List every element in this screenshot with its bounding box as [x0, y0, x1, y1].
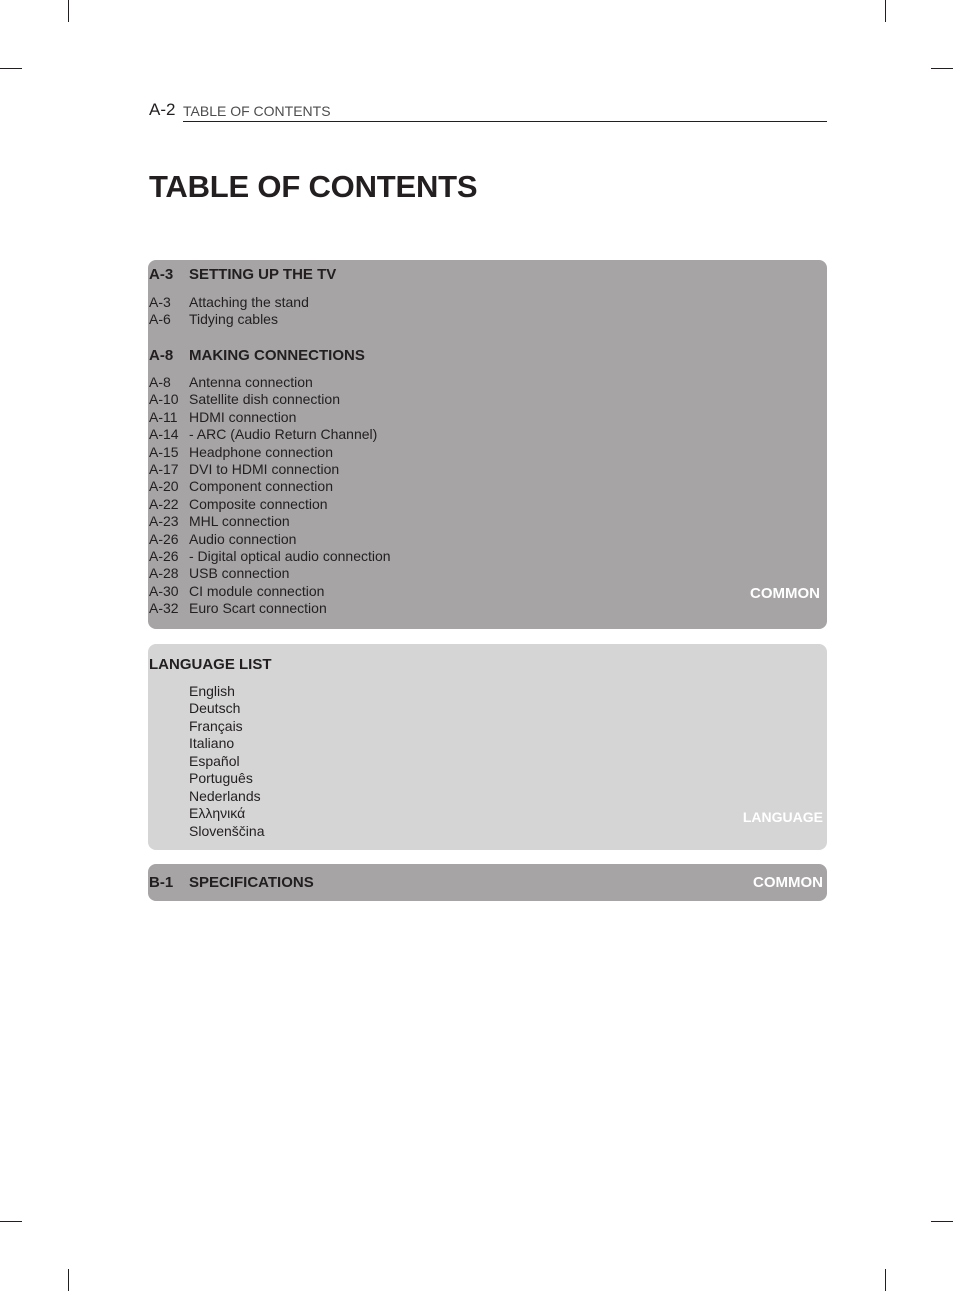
toc-entry-text: Audio connection — [189, 530, 297, 547]
toc-entry[interactable] — [149, 565, 549, 582]
section-page-number: A-8 — [149, 347, 174, 364]
toc-entry-page: A-26 — [149, 547, 179, 564]
common-tab-label: COMMON — [750, 585, 820, 602]
toc-entry-page: A-3 — [149, 294, 171, 310]
section-title: MAKING CONNECTIONS — [189, 347, 365, 364]
toc-entry-text: Composite connection — [189, 495, 328, 512]
toc-entry[interactable] — [149, 583, 549, 600]
toc-entry[interactable] — [149, 409, 549, 426]
section-title: LANGUAGE LIST — [149, 656, 272, 673]
toc-entry-page: A-14 — [149, 426, 179, 443]
toc-entry-text: Headphone connection — [189, 443, 334, 460]
toc-entry-page: A-32 — [149, 600, 179, 617]
specifications-section-panel — [148, 864, 827, 901]
toc-entry-text: Attaching the stand — [189, 294, 309, 310]
language-item[interactable]: Nederlands — [189, 787, 261, 804]
toc-entry[interactable] — [149, 294, 549, 311]
toc-entry-page: A-30 — [149, 582, 179, 599]
toc-entry[interactable] — [149, 496, 549, 513]
section-heading-language-list[interactable] — [149, 656, 449, 674]
toc-entry-text: - ARC (Audio Return Channel) — [189, 426, 378, 443]
toc-entry-page: A-6 — [149, 311, 171, 328]
crop-mark — [68, 0, 69, 22]
section-heading-making-connections[interactable] — [149, 347, 449, 365]
language-item[interactable]: Slovenščina — [189, 822, 265, 839]
toc-entry[interactable] — [149, 426, 549, 443]
language-section-panel — [148, 644, 827, 850]
toc-entry-page: A-28 — [149, 565, 179, 582]
language-item[interactable]: Português — [189, 770, 253, 787]
toc-entry-text: Satellite dish connection — [189, 391, 340, 408]
toc-entry-page: A-17 — [149, 460, 179, 477]
toc-entry-text: Tidying cables — [189, 311, 278, 328]
section-heading-specifications[interactable] — [149, 874, 449, 892]
section-page-number: A-3 — [149, 266, 174, 283]
crop-mark — [931, 1221, 953, 1222]
crop-mark — [931, 68, 953, 69]
page-title: TABLE OF CONTENTS — [149, 169, 478, 204]
running-header — [149, 100, 827, 122]
section-page-number: B-1 — [149, 874, 174, 891]
toc-entry-page: A-8 — [149, 374, 171, 390]
language-item[interactable]: Italiano — [189, 735, 235, 752]
crop-mark — [0, 1221, 22, 1222]
toc-entry-text: - Digital optical audio connection — [189, 547, 391, 564]
toc-entry-page: A-23 — [149, 513, 179, 530]
toc-entry-text: Antenna connection — [189, 374, 313, 390]
crop-mark — [885, 1269, 886, 1291]
toc-entry-text: Euro Scart connection — [189, 600, 327, 617]
toc-entry[interactable] — [149, 461, 549, 478]
toc-entry[interactable] — [149, 478, 549, 495]
toc-entry[interactable] — [149, 391, 549, 408]
crop-mark — [885, 0, 886, 22]
crop-mark — [68, 1269, 69, 1291]
toc-entry-page: A-11 — [149, 408, 178, 425]
toc-entry[interactable] — [149, 311, 549, 328]
section-title: SPECIFICATIONS — [189, 874, 314, 891]
header-page-number: A-2 — [149, 100, 176, 119]
toc-entry-page: A-15 — [149, 443, 179, 460]
header-rule — [183, 121, 827, 122]
toc-entry-text: MHL connection — [189, 513, 290, 530]
language-item[interactable]: Ελληνικά — [189, 805, 246, 822]
toc-entry-page: A-22 — [149, 495, 179, 512]
toc-entry-text: DVI to HDMI connection — [189, 460, 340, 477]
toc-entry-page: A-26 — [149, 530, 179, 547]
toc-entry-text: HDMI connection — [189, 408, 297, 425]
making-connections-entry-list — [149, 374, 549, 617]
toc-entry[interactable] — [149, 513, 549, 530]
header-running-title: TABLE OF CONTENTS — [183, 103, 331, 119]
toc-entry-text: Component connection — [189, 478, 333, 495]
toc-entry-text: CI module connection — [189, 582, 325, 599]
language-list — [189, 683, 265, 840]
toc-entry[interactable] — [149, 548, 549, 565]
crop-mark — [0, 68, 22, 69]
toc-entry[interactable] — [149, 374, 549, 391]
toc-entry-text: USB connection — [189, 565, 290, 582]
language-tab-label: LANGUAGE — [742, 809, 823, 825]
language-item[interactable]: Español — [189, 752, 240, 769]
toc-entry[interactable] — [149, 600, 549, 617]
section-title: SETTING UP THE TV — [189, 266, 337, 283]
toc-entry[interactable] — [149, 444, 549, 461]
language-item[interactable]: English — [189, 683, 235, 699]
common-tab-label: COMMON — [753, 874, 823, 891]
toc-entry[interactable] — [149, 531, 549, 548]
language-item[interactable]: Deutsch — [189, 700, 241, 717]
common-section-panel — [148, 260, 827, 629]
toc-entry-page: A-20 — [149, 478, 179, 495]
setting-up-entry-list — [149, 294, 549, 329]
section-heading-setting-up[interactable] — [149, 266, 449, 284]
toc-entry-page: A-10 — [149, 391, 179, 408]
language-item[interactable]: Français — [189, 717, 243, 734]
